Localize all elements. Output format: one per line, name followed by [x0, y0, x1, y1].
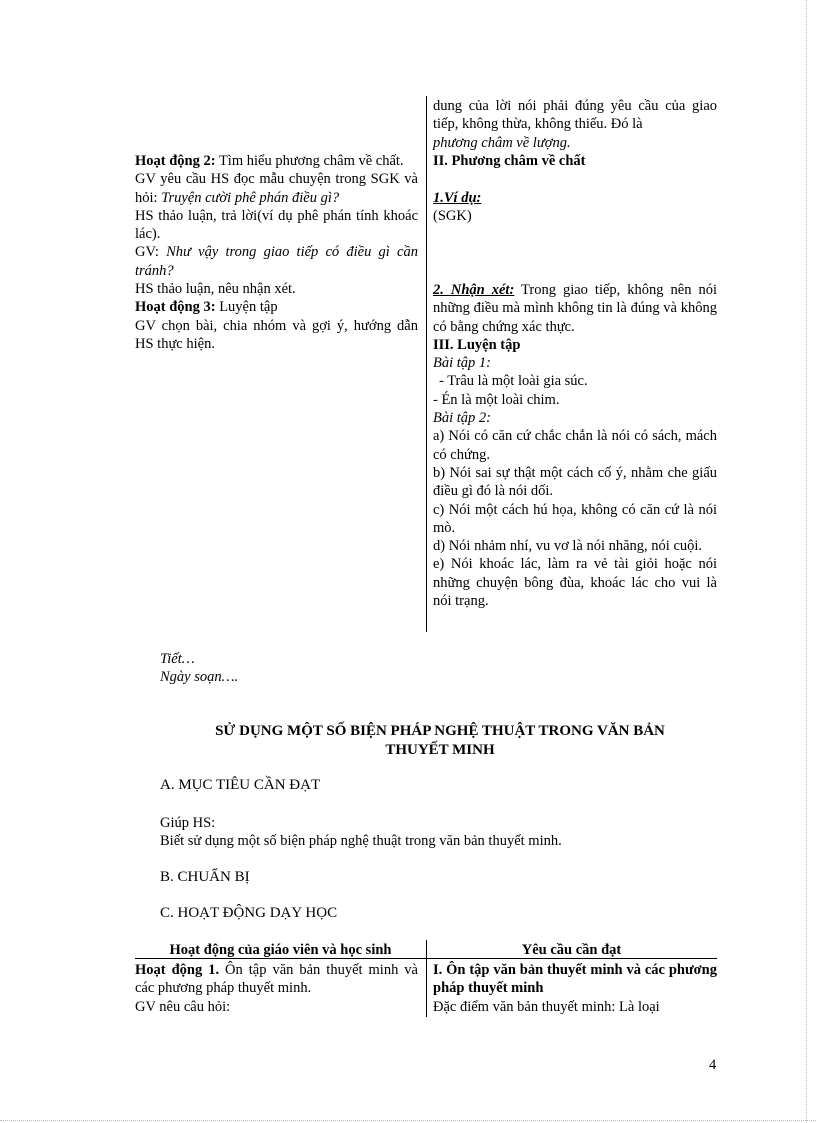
exercise-2-item-c: c) Nói một cách hú họa, không có căn cứ là nói mò. — [433, 501, 717, 536]
column-separator — [426, 96, 427, 632]
exercise-2-item-e: e) Nói khoác lác, làm ra vẻ tài giỏi hoặc nói những chuyện bông đùa, khoác lác cho vui là nói trạng. — [433, 556, 717, 610]
activity-1 — [135, 961, 418, 1016]
exercise-2-item-a: a) Nói có căn cứ chắc chắn là nói có sách, mách có chứng. — [433, 428, 717, 463]
hs-answer-2: HS thảo luận, nêu nhận xét. — [135, 281, 296, 298]
activity-1-label: Hoạt động 1. — [135, 962, 220, 978]
page-number: 4 — [709, 1057, 717, 1073]
gv-label-2: GV: — [135, 244, 167, 261]
header-teacher-student: Hoạt động của giáo viên và học sinh — [169, 942, 392, 958]
lesson-period: Tiết… — [160, 651, 195, 667]
remark-label: 2. Nhận xét: — [433, 282, 515, 298]
section-c-heading: C. HOẠT ĐỘNG DẠY HỌC — [160, 905, 338, 921]
exercise-2-label: Bài tập 2: — [433, 410, 491, 427]
remark-text: Trong giao tiếp, không nên nói những điều mà mình không tin là đúng và không có bằng chứng xác thực. — [433, 282, 717, 335]
section-a-heading: A. MỤC TIÊU CẦN ĐẠT — [160, 777, 321, 793]
section-a-intro: Giúp HS: — [160, 815, 216, 831]
activity-2-text: Tìm hiểu phương châm về chất. — [215, 153, 404, 169]
section-3-heading: III. Luyện tập — [433, 336, 521, 353]
activity-1-text: Ôn tập văn bản thuyết minh và các phương pháp thuyết minh. — [135, 962, 418, 997]
section-a-objective: Biết sử dụng một số biện pháp nghệ thuật trong văn bản thuyết minh. — [160, 833, 562, 849]
exercise-2-item-b: b) Nói sai sự thật một cách cố ý, nhằm che giấu điều gì đó là nói dối. — [433, 464, 717, 500]
activity-3-text: Luyện tập — [215, 299, 278, 316]
example-block — [433, 189, 717, 226]
section-2-heading: II. Phương châm về chất — [433, 152, 586, 169]
gv-request-1: GV yêu cầu HS đọc mẫu chuyện trong SGK và hỏi: — [135, 171, 418, 206]
page-border-right — [806, 0, 807, 1123]
review-text: Đặc điểm văn bản thuyết minh: Là loại — [433, 998, 660, 1015]
review-heading: I. Ôn tập văn bản thuyết minh và các phương pháp thuyết minh — [433, 962, 717, 997]
example-text: (SGK) — [433, 208, 472, 225]
header-requirements: Yêu cầu cần đạt — [521, 942, 622, 958]
exercise-1-item-b: - Én là một loài chim. — [433, 391, 560, 408]
gv-instruction-3: GV chọn bài, chia nhóm và gợi ý, hướng dẫn HS thực hiện. — [135, 317, 418, 352]
exercise-1-label: Bài tập 1: — [433, 355, 491, 372]
lesson-title — [160, 722, 720, 760]
section-b-heading: B. CHUẨN BỊ — [160, 869, 250, 885]
continued-paragraph: dung của lời nói phải đúng yêu cầu của giao tiếp, không thừa, không thiếu. Đó là — [433, 98, 717, 133]
activity-2-label: Hoạt động 2: — [135, 153, 216, 169]
quantity-maxim: phương châm về lượng. — [433, 134, 571, 151]
activity-3-label: Hoạt động 3: — [135, 299, 216, 316]
preparation-date: Ngày soạn…. — [160, 669, 239, 685]
exercise-2-item-d: d) Nói nhảm nhí, vu vơ là nói nhăng, nói cuội. — [433, 538, 703, 555]
continued-text — [433, 97, 717, 170]
gv-question: GV nêu câu hỏi: — [135, 998, 231, 1015]
page-border-bottom — [0, 1120, 816, 1121]
lesson-title-line-2: THUYẾT MINH — [385, 742, 495, 758]
lesson-title-line-1: SỬ DỤNG MỘT SỐ BIỆN PHÁP NGHỆ THUẬT TRONG VĂN BẢN — [215, 723, 665, 739]
hs-answer-1: HS thảo luận, trả lời(ví dụ phê phán tính khoác lác). — [135, 207, 418, 243]
exercise-1-item-a: - Trâu là một loài gia súc. — [439, 373, 588, 390]
activity-2 — [135, 152, 418, 353]
example-label: 1.Ví dụ: — [433, 190, 482, 206]
review-section — [433, 961, 717, 1016]
gv-question-1: Truyện cười phê phán điều gì? — [161, 189, 340, 206]
remark-block — [433, 281, 717, 610]
gv-question-2: Như vậy trong giao tiếp có điều gì cần tránh? — [135, 244, 418, 279]
